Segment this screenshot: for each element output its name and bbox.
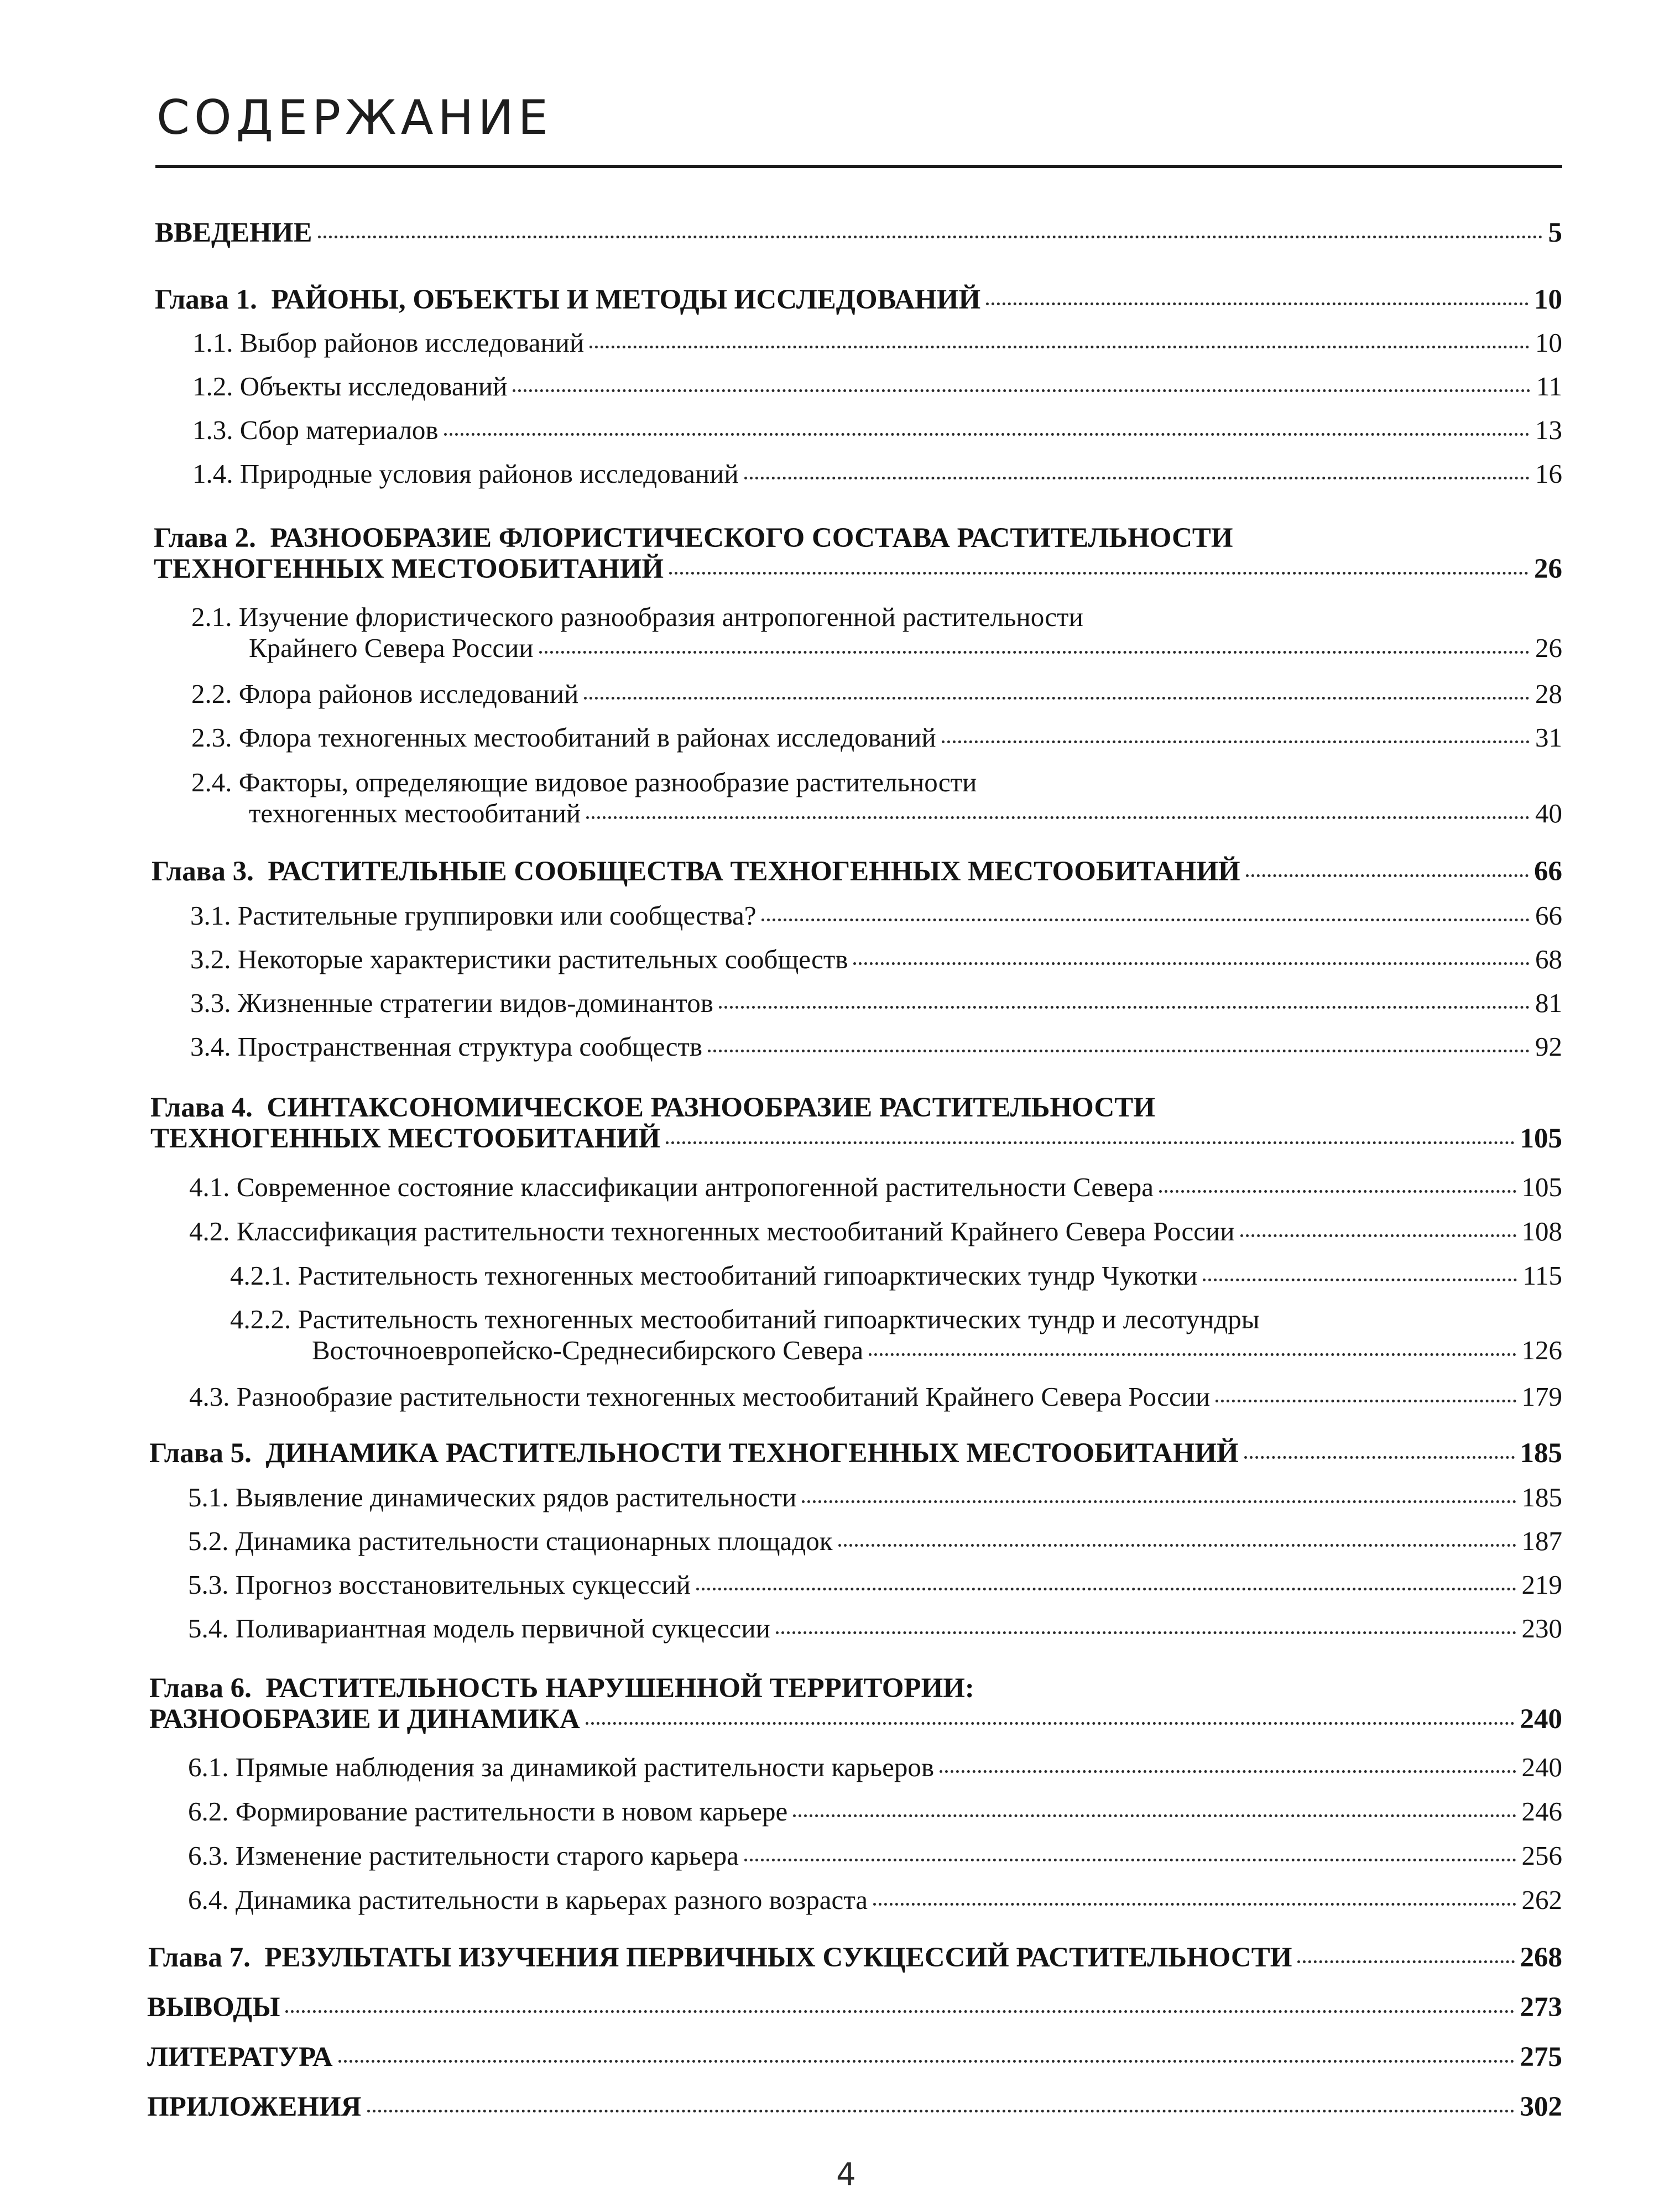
- toc-section-3-2[interactable]: [190, 944, 1562, 975]
- section-title: Растительность техногенных местообитаний гипоарктических тундр Чукотки: [298, 1260, 1198, 1291]
- chapter-title: РАЙОНЫ, ОБЪЕКТЫ И МЕТОДЫ ИССЛЕДОВАНИЙ: [271, 284, 981, 315]
- entry-page-number: 275: [1520, 2042, 1562, 2073]
- dot-leader: [802, 1500, 1516, 1503]
- toc-section-2-3[interactable]: [191, 722, 1562, 753]
- dot-leader: [666, 1141, 1514, 1144]
- entry-page-number: 40: [1535, 798, 1562, 828]
- entry-title: ВВЕДЕНИЕ: [155, 217, 312, 248]
- entry-page-number: 105: [1520, 1123, 1562, 1154]
- toc-section-6-4[interactable]: [188, 1885, 1562, 1916]
- entry-page-number: 126: [1521, 1335, 1562, 1365]
- dot-leader: [1246, 874, 1528, 877]
- page-title: СОДЕРЖАНИЕ: [156, 90, 552, 145]
- dot-leader: [586, 816, 1530, 819]
- section-number: 3.3.: [190, 988, 231, 1018]
- dot-leader: [285, 2010, 1514, 2013]
- toc-section-1-2[interactable]: [192, 371, 1562, 402]
- entry-page-number: 92: [1535, 1031, 1562, 1062]
- toc-chapter-2[interactable]: [154, 523, 1562, 585]
- section-title-line-1: Изучение флористического разнообразия антропогенной растительности: [238, 602, 1083, 632]
- chapter-title-line-1: РАЗНООБРАЗИЕ ФЛОРИСТИЧЕСКОГО СОСТАВА РАСТИТЕЛЬНОСТИ: [270, 523, 1233, 554]
- chapter-title: ДИНАМИКА РАСТИТЕЛЬНОСТИ ТЕХНОГЕННЫХ МЕСТООБИТАНИЙ: [265, 1438, 1239, 1469]
- entry-page-number: 11: [1536, 371, 1562, 401]
- dot-leader: [367, 2110, 1515, 2112]
- section-number: 4.2.: [189, 1216, 230, 1246]
- entry-page-number: 81: [1535, 988, 1562, 1018]
- section-number: 1.2.: [192, 371, 233, 401]
- section-title: Прямые наблюдения за динамикой растительности карьеров: [235, 1752, 934, 1782]
- section-number: 5.4.: [188, 1613, 229, 1644]
- toc-section-2-4[interactable]: [191, 767, 1562, 829]
- dot-leader: [744, 1859, 1516, 1861]
- section-title-line-2: Восточноевропейско-Среднесибирского Севера: [312, 1335, 864, 1365]
- dot-leader: [1297, 1960, 1514, 1963]
- toc-section-5-2[interactable]: [188, 1526, 1562, 1557]
- dot-leader: [719, 1006, 1530, 1009]
- entry-page-number: 108: [1521, 1216, 1562, 1246]
- section-title: Растительные группировки или сообщества?: [237, 900, 757, 931]
- dot-leader: [793, 1814, 1516, 1817]
- entry-page-number: 16: [1535, 458, 1562, 489]
- section-title-line-2: Крайнего Севера России: [249, 633, 534, 663]
- toc-section-4-3[interactable]: [189, 1381, 1562, 1412]
- section-title: Пространственная структура сообществ: [237, 1031, 703, 1062]
- toc-subsection-4-2-1[interactable]: [230, 1260, 1562, 1291]
- entry-page-number: 256: [1521, 1840, 1562, 1871]
- chapter-title: РАСТИТЕЛЬНЫЕ СООБЩЕСТВА ТЕХНОГЕННЫХ МЕСТООБИТАНИЙ: [268, 856, 1240, 887]
- chapter-title-line-1: СИНТАКСОНОМИЧЕСКОЕ РАЗНООБРАЗИЕ РАСТИТЕЛЬНОСТИ: [267, 1092, 1155, 1123]
- section-title: Выбор районов исследований: [239, 327, 585, 358]
- section-title-line-2: техногенных местообитаний: [249, 798, 581, 828]
- entry-page-number: 230: [1521, 1613, 1562, 1644]
- chapter-label: Глава 5.: [149, 1438, 252, 1469]
- entry-page-number: 240: [1521, 1752, 1562, 1782]
- entry-page-number: 28: [1535, 679, 1562, 709]
- entry-title: ВЫВОДЫ: [147, 1992, 280, 2023]
- entry-title: ПРИЛОЖЕНИЯ: [147, 2091, 362, 2122]
- section-title: Поливариантная модель первичной сукцессии: [235, 1613, 770, 1644]
- entry-page-number: 187: [1521, 1526, 1562, 1556]
- dot-leader: [838, 1544, 1516, 1547]
- chapter-label: Глава 1.: [155, 284, 257, 315]
- toc-section-3-3[interactable]: [190, 988, 1562, 1019]
- entry-page-number: 115: [1522, 1260, 1562, 1291]
- toc-chapter-1[interactable]: [155, 284, 1562, 315]
- dot-leader: [589, 346, 1530, 348]
- section-title: Динамика растительности в карьерах разного возраста: [235, 1885, 868, 1915]
- entry-page-number: 13: [1535, 415, 1562, 445]
- toc-section-3-1[interactable]: [190, 900, 1562, 931]
- entry-page-number: 240: [1520, 1704, 1562, 1735]
- section-number: 6.3.: [188, 1840, 229, 1871]
- toc-section-6-1[interactable]: [188, 1752, 1562, 1783]
- section-number: 1.1.: [192, 327, 233, 358]
- dot-leader: [1244, 1456, 1515, 1459]
- toc-chapter-4[interactable]: [150, 1092, 1562, 1154]
- chapter-title-line-2: РАЗНООБРАЗИЕ И ДИНАМИКА: [149, 1704, 580, 1735]
- dot-leader: [744, 477, 1530, 479]
- section-title-line-1: Растительность техногенных местообитаний гипоарктических тундр и лесотундры: [298, 1304, 1260, 1334]
- section-number: 6.4.: [188, 1885, 229, 1915]
- toc-section-2-2[interactable]: [191, 679, 1562, 709]
- entry-page-number: 105: [1521, 1172, 1562, 1202]
- entry-page-number: 66: [1535, 900, 1562, 931]
- section-title: Классификация растительности техногенных местообитаний Крайнего Севера России: [236, 1216, 1235, 1246]
- toc-entry-conclusions[interactable]: [147, 1992, 1562, 2023]
- dot-leader: [696, 1588, 1516, 1590]
- entry-page-number: 179: [1521, 1381, 1562, 1412]
- toc-section-6-3[interactable]: [188, 1840, 1562, 1871]
- toc-section-1-3[interactable]: [192, 415, 1562, 446]
- dot-leader: [584, 697, 1530, 700]
- dot-leader: [669, 572, 1528, 575]
- section-title: Формирование растительности в новом карьере: [235, 1796, 788, 1827]
- dot-leader: [761, 919, 1530, 921]
- toc-section-4-1[interactable]: [189, 1172, 1562, 1203]
- section-title-line-1: Факторы, определяющие видовое разнообразие растительности: [238, 767, 977, 797]
- dot-leader: [708, 1050, 1530, 1052]
- entry-page-number: 66: [1534, 856, 1562, 887]
- dot-leader: [776, 1631, 1516, 1634]
- entry-page-number: 31: [1535, 722, 1562, 753]
- entry-page-number: 10: [1535, 327, 1562, 358]
- dot-leader: [940, 1770, 1516, 1773]
- dot-leader: [1215, 1400, 1516, 1402]
- section-number: 2.1.: [191, 602, 232, 632]
- entry-page-number: 5: [1548, 217, 1562, 248]
- section-title: Динамика растительности стационарных площадок: [235, 1526, 833, 1556]
- section-number: 5.3.: [188, 1569, 229, 1600]
- entry-page-number: 26: [1534, 554, 1562, 585]
- section-number: 5.2.: [188, 1526, 229, 1556]
- section-number: 4.2.2.: [230, 1304, 291, 1334]
- dot-leader: [942, 740, 1530, 743]
- section-number: 6.2.: [188, 1796, 229, 1827]
- section-number: 6.1.: [188, 1752, 229, 1782]
- toc-section-3-4[interactable]: [190, 1031, 1562, 1062]
- chapter-title-line-1: РАСТИТЕЛЬНОСТЬ НАРУШЕННОЙ ТЕРРИТОРИИ:: [265, 1673, 974, 1704]
- section-number: 3.2.: [190, 944, 231, 974]
- chapter-title-line-2: ТЕХНОГЕННЫХ МЕСТООБИТАНИЙ: [150, 1123, 661, 1154]
- dot-leader: [444, 433, 1530, 436]
- section-number: 3.1.: [190, 900, 231, 931]
- dot-leader: [1203, 1279, 1517, 1281]
- section-title: Сбор материалов: [239, 415, 439, 445]
- section-title: Прогноз восстановительных сукцессий: [235, 1569, 691, 1600]
- section-number: 2.4.: [191, 767, 232, 797]
- entry-page-number: 246: [1521, 1796, 1562, 1827]
- section-title: Объекты исследований: [239, 371, 508, 401]
- chapter-title: РЕЗУЛЬТАТЫ ИЗУЧЕНИЯ ПЕРВИЧНЫХ СУКЦЕССИЙ РАСТИТЕЛЬНОСТИ: [264, 1942, 1292, 1973]
- chapter-label: Глава 3.: [152, 856, 254, 887]
- section-number: 4.2.1.: [230, 1260, 291, 1291]
- chapter-label: Глава 7.: [148, 1942, 251, 1973]
- entry-page-number: 273: [1520, 1992, 1562, 2023]
- section-title: Флора техногенных местообитаний в районах исследований: [238, 722, 936, 753]
- chapter-label: Глава 2.: [154, 523, 256, 554]
- toc-entry-introduction[interactable]: [155, 217, 1562, 248]
- chapter-title-line-2: ТЕХНОГЕННЫХ МЕСТООБИТАНИЙ: [154, 554, 664, 585]
- toc-chapter-7[interactable]: [148, 1942, 1562, 1973]
- dot-leader: [338, 2060, 1515, 2063]
- section-title: Жизненные стратегии видов-доминантов: [237, 988, 713, 1018]
- toc-section-6-2[interactable]: [188, 1796, 1562, 1827]
- entry-page-number: 68: [1535, 944, 1562, 974]
- entry-page-number: 26: [1535, 633, 1562, 663]
- section-title: Выявление динамических рядов растительности: [235, 1482, 797, 1512]
- toc-subsection-4-2-2[interactable]: [230, 1304, 1562, 1366]
- entry-page-number: 185: [1521, 1482, 1562, 1512]
- entry-page-number: 219: [1521, 1569, 1562, 1600]
- chapter-label: Глава 4.: [150, 1092, 253, 1123]
- toc-chapter-5[interactable]: [149, 1438, 1562, 1469]
- toc-section-5-4[interactable]: [188, 1613, 1562, 1644]
- section-title: Изменение растительности старого карьера: [235, 1840, 739, 1871]
- section-number: 2.3.: [191, 722, 232, 753]
- dot-leader: [586, 1722, 1515, 1725]
- entry-page-number: 302: [1520, 2091, 1562, 2122]
- dot-leader: [853, 962, 1530, 965]
- dot-leader: [869, 1353, 1516, 1356]
- entry-page-number: 10: [1534, 284, 1562, 315]
- toc-section-1-1[interactable]: [192, 327, 1562, 358]
- toc-chapter-6[interactable]: [149, 1673, 1562, 1735]
- section-title: Некоторые характеристики растительных сообществ: [237, 944, 848, 974]
- section-number: 2.2.: [191, 679, 232, 709]
- dot-leader: [986, 302, 1528, 305]
- toc-section-5-3[interactable]: [188, 1569, 1562, 1600]
- entry-page-number: 185: [1520, 1438, 1562, 1469]
- toc-section-1-4[interactable]: [192, 458, 1562, 489]
- dot-leader: [1240, 1234, 1516, 1237]
- page-number: 4: [836, 2157, 856, 2193]
- section-number: 4.3.: [189, 1381, 230, 1412]
- dot-leader: [873, 1903, 1516, 1906]
- section-title: Разнообразие растительности техногенных местообитаний Крайнего Севера России: [236, 1381, 1211, 1412]
- section-number: 1.3.: [192, 415, 233, 445]
- chapter-label: Глава 6.: [149, 1673, 252, 1704]
- toc-chapter-3[interactable]: [152, 856, 1562, 887]
- toc-section-2-1[interactable]: [191, 602, 1562, 664]
- section-number: 4.1.: [189, 1172, 230, 1202]
- toc-entry-literature[interactable]: [147, 2042, 1562, 2073]
- section-title: Природные условия районов исследований: [239, 458, 739, 489]
- section-number: 1.4.: [192, 458, 233, 489]
- toc-section-4-2[interactable]: [189, 1216, 1562, 1247]
- toc-section-5-1[interactable]: [188, 1482, 1562, 1513]
- section-title: Современное состояние классификации антропогенной растительности Севера: [236, 1172, 1154, 1202]
- dot-leader: [539, 651, 1530, 654]
- entry-page-number: 262: [1521, 1885, 1562, 1915]
- toc-entry-appendices[interactable]: [147, 2091, 1562, 2122]
- entry-page-number: 268: [1520, 1942, 1562, 1973]
- dot-leader: [318, 236, 1543, 238]
- dot-leader: [513, 389, 1531, 392]
- section-title: Флора районов исследований: [238, 679, 579, 709]
- section-number: 3.4.: [190, 1031, 231, 1062]
- section-number: 5.1.: [188, 1482, 229, 1512]
- entry-title: ЛИТЕРАТУРА: [147, 2042, 333, 2073]
- dot-leader: [1159, 1190, 1516, 1193]
